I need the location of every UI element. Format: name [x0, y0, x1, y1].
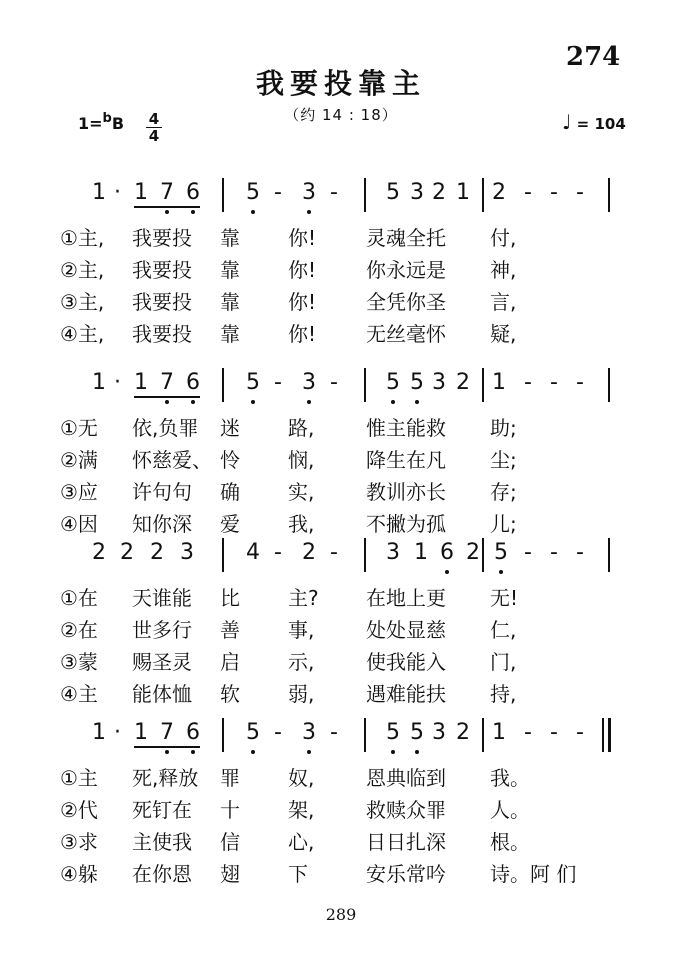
note-number: 2: [466, 540, 480, 565]
lyric-segment: 付,: [490, 226, 517, 250]
low-octave-dot: [251, 750, 255, 754]
barline: [364, 538, 366, 572]
barline: [482, 178, 484, 212]
barline: [364, 368, 366, 402]
lyric-segment: ④主,: [60, 322, 105, 346]
lyric-segment: 你!: [288, 290, 317, 314]
lyric-segment: 人。: [490, 798, 530, 822]
lyric-segment: ③应: [60, 480, 98, 504]
barline: [364, 718, 366, 752]
low-octave-dot: [191, 210, 195, 214]
lyric-segment: ①主,: [60, 226, 105, 250]
lyric-line: [60, 584, 640, 614]
note-dash: -: [330, 720, 338, 745]
lyric-segment: 惟主能救: [366, 416, 446, 440]
note-number: 6: [186, 720, 200, 745]
note-number: 5: [246, 180, 260, 205]
note-number: 5: [246, 370, 260, 395]
lyric-segment: ②满: [60, 448, 98, 472]
lyric-segment: ③蒙: [60, 650, 98, 674]
lyric-segment: 示,: [288, 650, 315, 674]
lyric-segment: 我要投: [132, 226, 192, 250]
lyric-line: [60, 288, 640, 318]
lyric-segment: 知你深: [132, 512, 192, 536]
notation-row: [62, 718, 622, 754]
augmentation-dot: ·: [114, 180, 121, 205]
lyric-segment: 主使我: [132, 830, 192, 854]
lyric-segment: ①无: [60, 416, 98, 440]
lyric-segment: 靠: [220, 290, 240, 314]
note-number: 2: [150, 540, 164, 565]
lyric-segment: 我要投: [132, 290, 192, 314]
lyric-segment: 许句句: [132, 480, 192, 504]
low-octave-dot: [165, 400, 169, 404]
time-signature: [146, 112, 162, 143]
lyric-segment: 持,: [490, 682, 517, 706]
low-octave-dot: [391, 750, 395, 754]
note-number: 5: [494, 540, 508, 565]
barline: [482, 538, 484, 572]
note-dash: -: [550, 540, 558, 565]
lyric-segment: ④因: [60, 512, 98, 536]
note-number: 3: [410, 180, 424, 205]
note-number: 3: [432, 720, 446, 745]
note-dash: -: [524, 720, 532, 745]
note-dash: -: [550, 720, 558, 745]
low-octave-dot: [251, 210, 255, 214]
notation-row: [62, 178, 622, 214]
lyric-segment: 我。: [490, 766, 530, 790]
lyric-segment: 不撇为孤: [366, 512, 446, 536]
key-prefix: 1=: [78, 114, 103, 133]
quarter-note-icon: ♩: [562, 110, 572, 134]
lyric-segment: 根。: [490, 830, 530, 854]
lyric-segment: 死钉在: [132, 798, 192, 822]
lyric-segment: 启: [220, 650, 240, 674]
note-dash: -: [576, 540, 584, 565]
lyric-segment: 你永远是: [366, 258, 446, 282]
tempo-value: 104: [594, 115, 626, 133]
lyric-segment: 教训亦长: [366, 480, 446, 504]
note-dash: -: [274, 370, 282, 395]
tempo-marking: ♩ = 104: [562, 110, 626, 134]
low-octave-dot: [499, 570, 503, 574]
lyric-segment: ②主,: [60, 258, 105, 282]
lyric-line: [60, 828, 640, 858]
lyric-segment: 无丝毫怀: [366, 322, 446, 346]
lyric-segment: 爱: [220, 512, 240, 536]
note-number: 7: [160, 370, 174, 395]
lyric-segment: 你!: [288, 322, 317, 346]
note-number: 6: [186, 370, 200, 395]
lyric-segment: 能体恤: [132, 682, 192, 706]
lyric-segment: 迷: [220, 416, 240, 440]
lyric-segment: 使我能入: [366, 650, 446, 674]
note-dash: -: [550, 370, 558, 395]
lyric-segment: 路,: [288, 416, 315, 440]
note-number: 3: [386, 540, 400, 565]
lyric-line: [60, 320, 640, 350]
note-dash: -: [274, 180, 282, 205]
note-number: 1: [492, 370, 506, 395]
lyric-segment: 遇难能扶: [366, 682, 446, 706]
lyric-segment: ①在: [60, 586, 98, 610]
note-number: 5: [386, 180, 400, 205]
lyric-segment: 死,释放: [132, 766, 199, 790]
note-number: 4: [246, 540, 260, 565]
note-number: 2: [120, 540, 134, 565]
note-number: 7: [160, 720, 174, 745]
note-number: 3: [302, 370, 316, 395]
key-flat: b: [102, 111, 112, 126]
note-number: 2: [492, 180, 506, 205]
note-number: 5: [386, 370, 400, 395]
lyric-segment: 门,: [490, 650, 517, 674]
lyric-segment: 弱,: [288, 682, 315, 706]
lyric-line: [60, 414, 640, 444]
lyric-line: [60, 764, 640, 794]
lyric-segment: 信: [220, 830, 240, 854]
low-octave-dot: [165, 210, 169, 214]
lyric-segment: ③求: [60, 830, 98, 854]
rhythm-underline: [134, 396, 200, 398]
lyric-segment: 日日扎深: [366, 830, 446, 854]
note-dash: -: [576, 720, 584, 745]
lyric-segment: ④躲: [60, 862, 98, 886]
note-number: 5: [410, 720, 424, 745]
lyric-segment: 赐圣灵: [132, 650, 192, 674]
lyric-segment: 悯,: [288, 448, 315, 472]
lyric-line: [60, 446, 640, 476]
lyric-segment: 实,: [288, 480, 315, 504]
notation-row: [62, 368, 622, 404]
lyric-segment: 下: [288, 862, 308, 886]
lyric-segment: 你!: [288, 226, 317, 250]
low-octave-dot: [445, 570, 449, 574]
note-number: 1: [134, 180, 148, 205]
lyric-segment: 我要投: [132, 322, 192, 346]
note-number: 6: [440, 540, 454, 565]
lyric-segment: 我要投: [132, 258, 192, 282]
final-barline: [608, 718, 611, 752]
lyric-line: [60, 616, 640, 646]
note-number: 3: [180, 540, 194, 565]
lyric-segment: 心,: [288, 830, 315, 854]
barline: [364, 178, 366, 212]
lyric-segment: 怜: [220, 448, 240, 472]
lyric-segment: 善: [220, 618, 240, 642]
note-number: 2: [456, 370, 470, 395]
lyric-segment: ①主: [60, 766, 98, 790]
lyric-line: [60, 860, 640, 890]
lyric-line: [60, 648, 640, 678]
lyric-segment: 处处显慈: [366, 618, 446, 642]
lyric-segment: 尘;: [490, 448, 517, 472]
lyric-segment: 翅: [220, 862, 240, 886]
low-octave-dot: [191, 750, 195, 754]
note-number: 1: [492, 720, 506, 745]
note-number: 2: [302, 540, 316, 565]
low-octave-dot: [251, 400, 255, 404]
low-octave-dot: [191, 400, 195, 404]
low-octave-dot: [307, 400, 311, 404]
note-number: 5: [246, 720, 260, 745]
note-dash: -: [524, 180, 532, 205]
lyric-segment: 世多行: [132, 618, 192, 642]
note-number: 1: [414, 540, 428, 565]
lyric-segment: 神,: [490, 258, 517, 282]
lyric-segment: 全凭你圣: [366, 290, 446, 314]
lyric-segment: 诗。阿 们: [490, 862, 577, 886]
lyric-segment: 降生在凡: [366, 448, 446, 472]
lyric-segment: 在你恩: [132, 862, 192, 886]
lyric-segment: ④主: [60, 682, 98, 706]
barline: [222, 538, 224, 572]
lyric-segment: 靠: [220, 226, 240, 250]
note-number: 3: [432, 370, 446, 395]
page-number: 289: [325, 905, 357, 924]
low-octave-dot: [165, 750, 169, 754]
lyric-segment: 灵魂全托: [366, 226, 446, 250]
lyric-segment: 在地上更: [366, 586, 446, 610]
note-dash: -: [524, 370, 532, 395]
note-number: 2: [92, 540, 106, 565]
barline: [482, 368, 484, 402]
barline: [222, 368, 224, 402]
note-number: 1: [134, 720, 148, 745]
lyric-segment: 天谁能: [132, 586, 192, 610]
lyric-line: [60, 224, 640, 254]
note-number: 1: [456, 180, 470, 205]
lyric-segment: 软: [220, 682, 240, 706]
note-number: 3: [302, 180, 316, 205]
lyric-segment: 救赎众罪: [366, 798, 446, 822]
lyric-segment: 确: [220, 480, 240, 504]
final-barline-thin: [602, 718, 604, 752]
lyric-segment: 奴,: [288, 766, 315, 790]
note-number: 1: [92, 370, 106, 395]
lyric-segment: 仁,: [490, 618, 517, 642]
rhythm-underline: [134, 206, 200, 208]
augmentation-dot: ·: [114, 370, 121, 395]
lyric-segment: 助;: [490, 416, 517, 440]
lyric-segment: 架,: [288, 798, 315, 822]
low-octave-dot: [415, 750, 419, 754]
barline: [608, 538, 610, 572]
lyric-segment: 事,: [288, 618, 315, 642]
lyric-line: [60, 478, 640, 508]
hymn-title: 我要投靠主: [255, 67, 426, 100]
lyric-segment: 我,: [288, 512, 315, 536]
barline: [608, 368, 610, 402]
low-octave-dot: [391, 400, 395, 404]
lyric-segment: 十: [220, 798, 240, 822]
barline: [222, 178, 224, 212]
note-dash: -: [524, 540, 532, 565]
lyric-segment: 存;: [490, 480, 517, 504]
note-dash: -: [274, 540, 282, 565]
note-number: 1: [134, 370, 148, 395]
key-signature: [78, 111, 125, 133]
lyric-line: [60, 510, 640, 540]
note-dash: -: [330, 180, 338, 205]
note-number: 1: [92, 720, 106, 745]
lyric-segment: 言,: [490, 290, 517, 314]
lyric-line: [60, 680, 640, 710]
lyric-segment: ②在: [60, 618, 98, 642]
lyric-line: [60, 256, 640, 286]
notation-row: [62, 538, 622, 574]
lyric-segment: 恩典临到: [366, 766, 446, 790]
augmentation-dot: ·: [114, 720, 121, 745]
note-number: 1: [92, 180, 106, 205]
hymn-number: 274: [566, 42, 621, 72]
barline: [222, 718, 224, 752]
lyric-segment: 罪: [220, 766, 240, 790]
lyric-segment: 你!: [288, 258, 317, 282]
note-dash: -: [274, 720, 282, 745]
note-dash: -: [576, 370, 584, 395]
note-number: 7: [160, 180, 174, 205]
rhythm-underline: [134, 746, 200, 748]
barline: [482, 718, 484, 752]
lyric-segment: 安乐常吟: [366, 862, 446, 886]
lyric-line: [60, 796, 640, 826]
lyric-segment: 依,负罪: [132, 416, 199, 440]
note-number: 5: [386, 720, 400, 745]
lyric-segment: ③主,: [60, 290, 105, 314]
key-letter: B: [111, 114, 125, 133]
note-dash: -: [330, 540, 338, 565]
note-dash: -: [576, 180, 584, 205]
lyric-segment: 儿;: [490, 512, 517, 536]
note-dash: -: [330, 370, 338, 395]
barline: [608, 178, 610, 212]
lyric-segment: 疑,: [490, 322, 517, 346]
note-number: 6: [186, 180, 200, 205]
lyric-segment: 靠: [220, 258, 240, 282]
lyric-segment: 比: [220, 586, 240, 610]
note-number: 2: [432, 180, 446, 205]
lyric-segment: 无!: [490, 586, 519, 610]
time-bottom: 4: [148, 127, 160, 145]
lyric-segment: 靠: [220, 322, 240, 346]
low-octave-dot: [307, 210, 311, 214]
low-octave-dot: [415, 400, 419, 404]
lyric-segment: 主?: [288, 586, 319, 610]
note-dash: -: [550, 180, 558, 205]
note-number: 2: [456, 720, 470, 745]
lyric-segment: 怀慈爱、: [132, 448, 212, 472]
note-number: 5: [410, 370, 424, 395]
scripture-reference: （约 14 : 18）: [284, 106, 398, 124]
time-top: 4: [148, 110, 160, 128]
low-octave-dot: [307, 750, 311, 754]
note-number: 3: [302, 720, 316, 745]
lyric-segment: ②代: [60, 798, 98, 822]
